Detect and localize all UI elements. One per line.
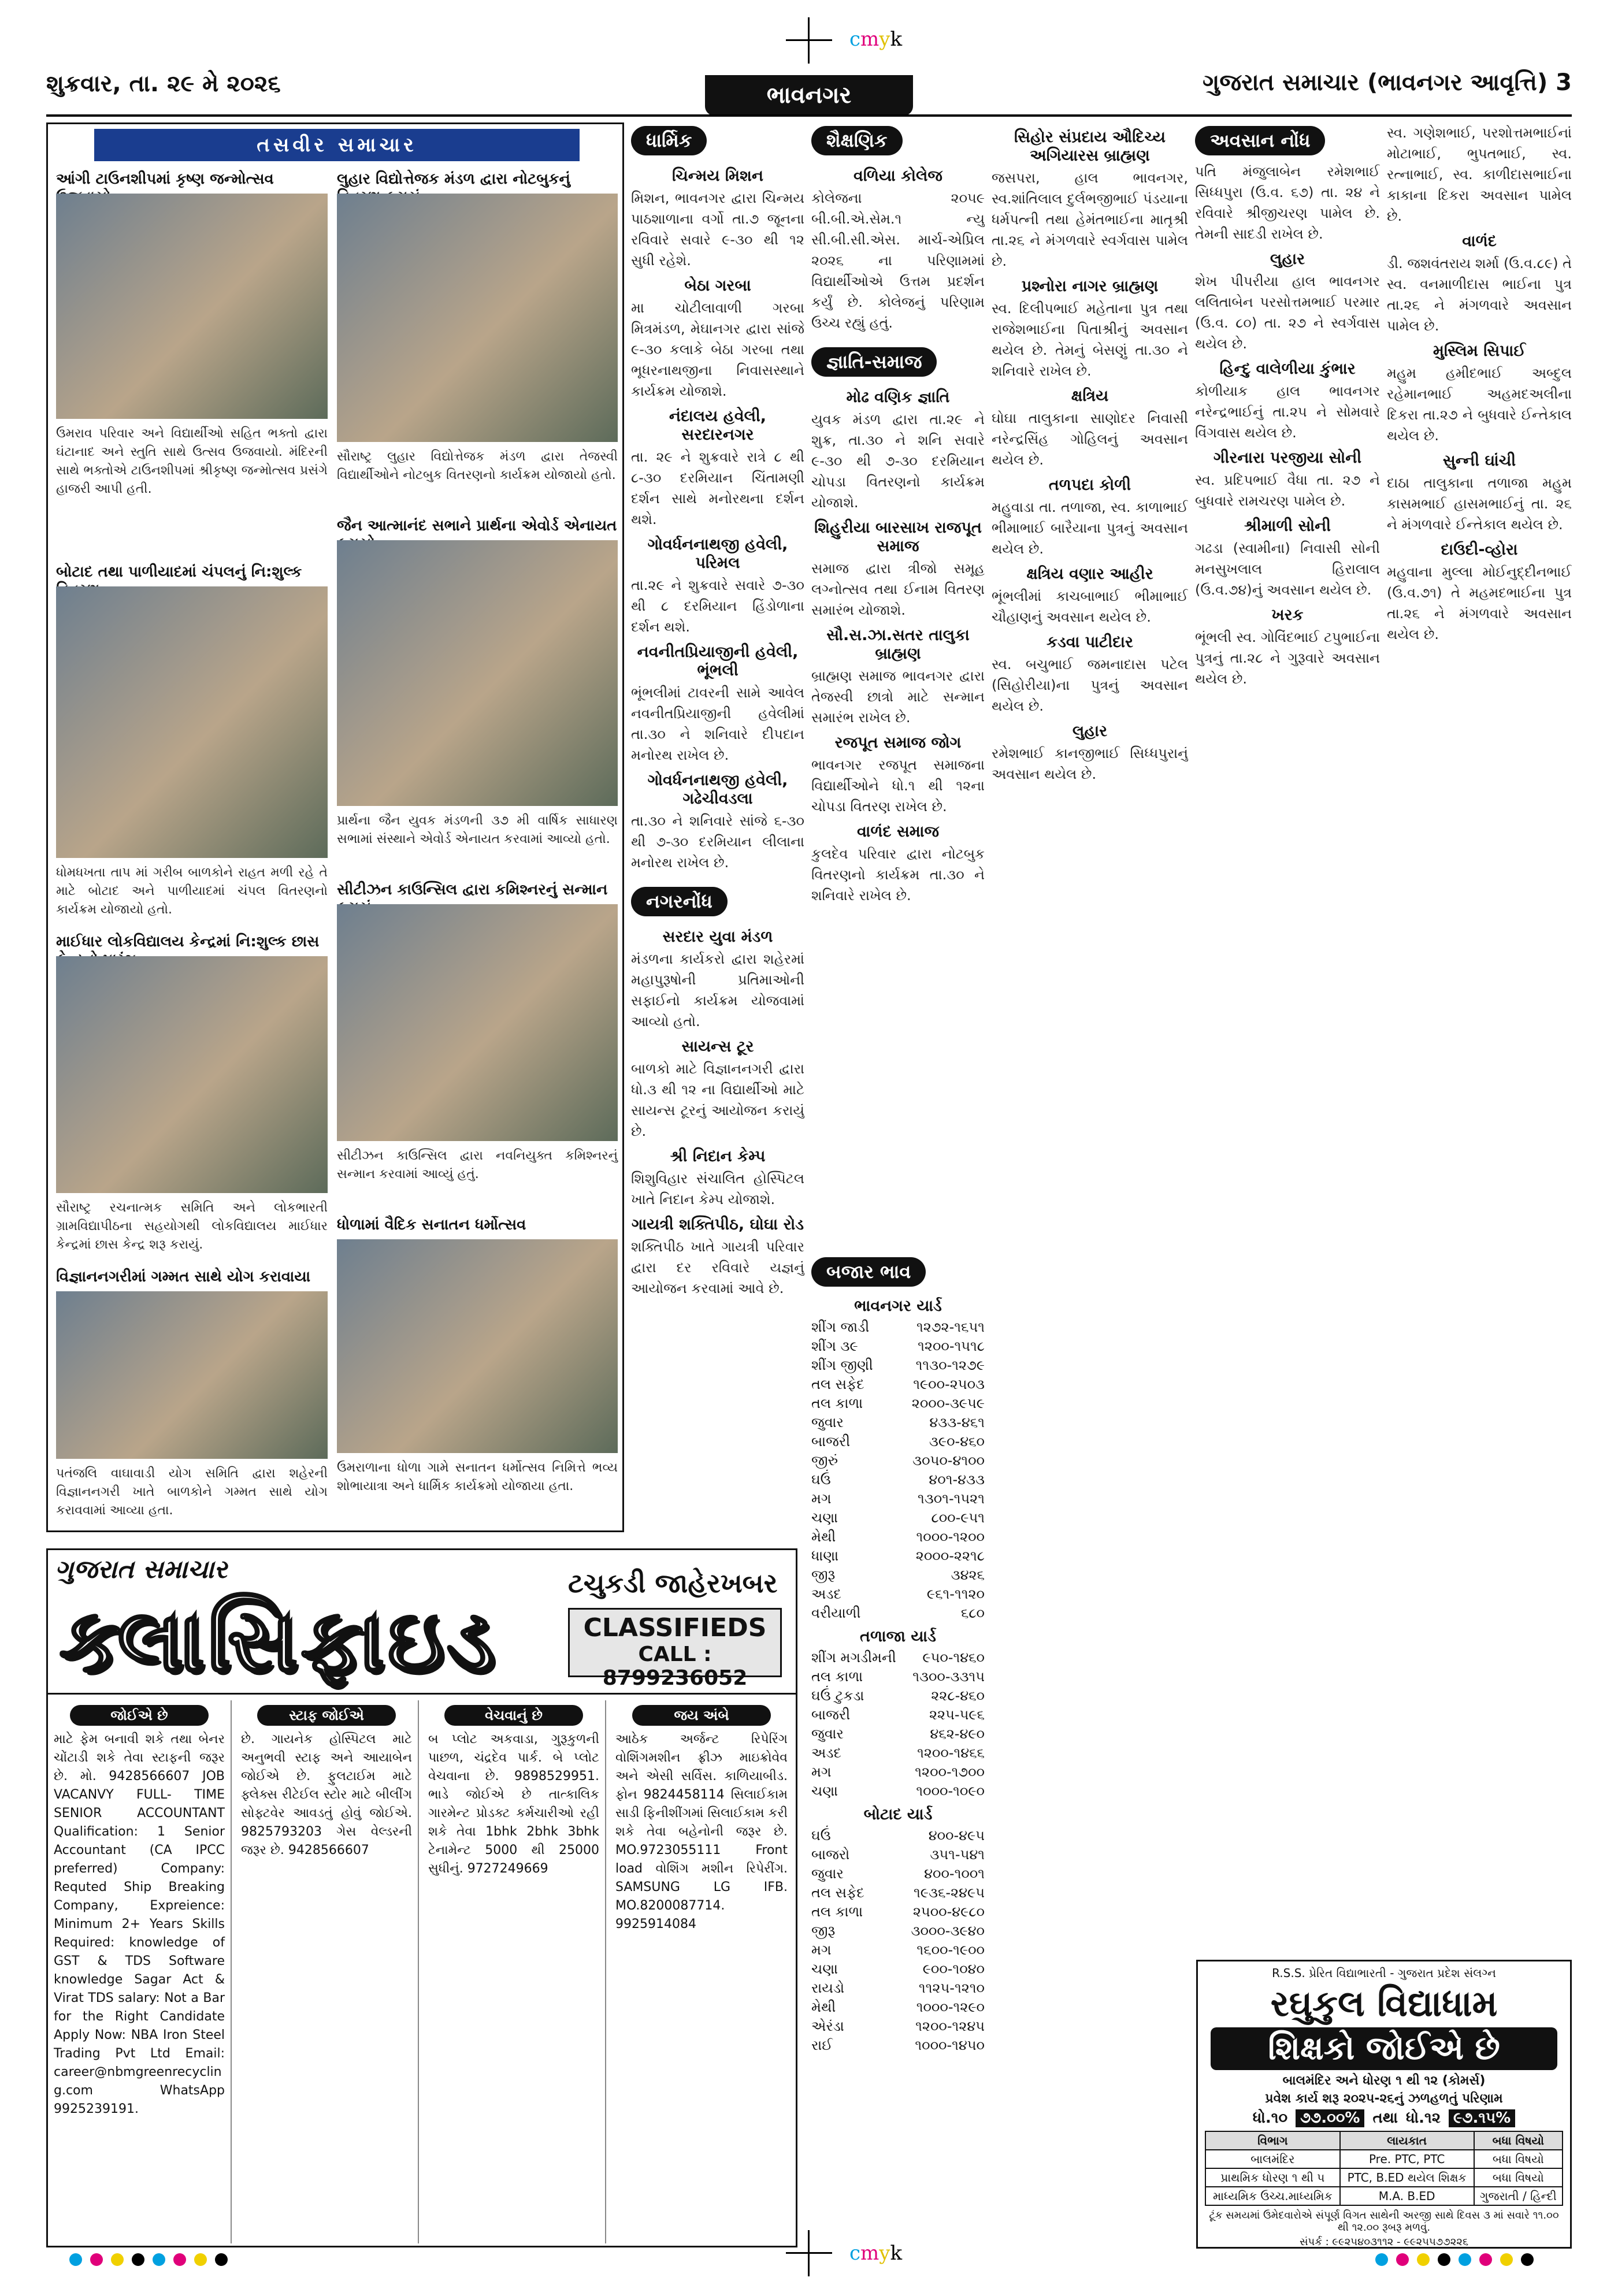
religious-tag: ધાર્મિક [631,126,707,155]
photo-title-3: જૈન આત્માનંદ સભાને પ્રાર્થના એવોર્ડ એનાયત [337,517,618,553]
commodity-price: ૪૦૦-૧૦૦૧ [924,1866,985,1882]
commodity-name: ઘઉં ટુકડા [811,1688,864,1704]
religious-text-2: મા ચોટીલાવાળી ગરબા મિત્રમંડળ, મેઘાનગર દ્વારા સાંજે ૯-૩૦ કલાકે બેઠા ગરબા તથા ભૂધરનાથજીના નિવાસસ્થાને કાર્યક્રમ યોજાશે. [631,300,804,399]
commodity-name: શીંગ મગડીમની [811,1649,896,1666]
classified-text-4: આઠેક અર્જન્ટ રિપેરિંગ વોશિંગમશીન ફ્રીઝ માઇક્રોવેવ અને એસી સર્વિસ. કાળિયાબીડ. ફોન 9824458114 સિલાઈકામ સાડી ફિનીશીંગમાં સિલાઈકામ કરી શકે તેવા બહેનોની જરૂર છે. MO.9723055111 Front load વોશિંગ મશીન રિપેરીંગ. SAMSUNG LG IFB. MO.8200087714. 9925914084 [615,1732,788,1931]
photo-chhas-kendra [56,956,328,1193]
market-row [811,1528,985,1547]
commodity-name: તલ સફેદ [811,1885,864,1901]
commodity-name: મગ [811,1764,832,1780]
photo-title-8: વિજ્ઞાનનગરીમાં ગમ્મત સાથે યોગ કરાવાયા [56,1268,328,1286]
commodity-name: ઘઉં [811,1827,831,1844]
school-name: રઘુકુલ વિદ્યાધામ [1270,1982,1498,2024]
market-row [811,1922,985,1941]
religious-text-3: તા. ૨૯ ને શુક્રવારે રાત્રે ૮ થી ૮-૩૦ દરમિયાન ચિંતામણી દર્શન સાથે મનોરથના દર્શન થશે. [631,449,804,527]
photo-caption-1: ઉમરાવ પરિવાર અને વિદ્યાર્થીઓ સહિત ભક્તો દ્વારા ઘંટાનાદ અને સ્તુતિ સાથે ઉત્સવ ઉજવાયો. મંદિરની સાથે ભક્તોએ ટાઉનશીપમાં શ્રીકૃષ્ણ જન્મોત્સવ પ્રસંગે હાજરી આપી હતી. [56,426,328,496]
commodity-name: જીરું [811,1452,838,1469]
religious-head-5: નવનીતપ્રિયાજીની હવેલી, ભૂંભલી [637,643,799,679]
fr-head-5: દાઉદી-વ્હોરા [1441,541,1518,559]
classified-text-3: બ પ્લોટ અકવાડા, ગુરૂકુળની પાછળ, ચંદ્રદેવ પાર્ક. બે પ્લોટ વેચવાના છે. 9898529951. ભાડે જોઈએ છે તાત્કાલિક ગારમેન્ટ પ્રોડક્ટ કર્મચારીઓ રહી શકે તેવા 1bhk 2bhk 3bhk ટેનામેન્ટ 5000 થી 25000 સુધીનું. 9727249669 [428,1732,599,1876]
commodity-name: એરંડા [811,2018,844,2034]
table-cell: બધા વિષયો [1474,2150,1563,2168]
market-row [811,1782,985,1801]
photo-yoga [56,1291,328,1459]
commodity-price: ૨૨૫-૫૯૬ [929,1707,985,1723]
commodity-price: ૩૪૨૬ [951,1567,985,1583]
commodity-price: ૧૩૦૦-૩૩૧૫ [912,1669,985,1685]
obituary-text-3: કોળીયાક હાલ ભાવનગર નરેન્દ્રભાઈનું તા.૨૫ ને સોમવારે વિંગવાસ થયેલ છે. [1195,383,1380,441]
market-column [811,1254,985,2247]
city-notes-head-4: ગાયત્રી શક્તિપીઠ, ઘોઘા રોડ [631,1216,804,1234]
commodity-name: જુવાર [811,1866,844,1882]
religious-head-6: ગોવર્ધનનાથજી હવેલી, ગઢેચીવડલા [647,771,788,808]
obituary-head-5: શ્રીમાળી સોની [1244,517,1331,535]
community-text-2: સમાજ દ્વારા ત્રીજો સમૂહ લગ્નોત્સવ તથા ઈનામ વિતરણ સમારંભ યોજાશે. [811,560,985,618]
commodity-name: ધાણા [811,1548,839,1564]
market-row [811,1648,985,1667]
commodity-name: ચણા [811,1961,838,1977]
commodity-name: રાઈ [811,2037,833,2053]
photo-title-5: સીટીઝન કાઉન્સિલ દ્વારા કમિશ્નરનું સન્માન [337,881,618,917]
classified-cat-4: જય અંબે [632,1705,771,1726]
school-advertisement [1196,1960,1572,2249]
commodity-price: ૧૦૦૦-૧૨૯૦ [916,1999,985,2015]
city-notes-text-3: શિશુવિહાર સંચાલિત હોસ્પિટલ ખાતે નિદાન કેમ્પ યોજાશે. [631,1171,804,1208]
table-cell: ગુજરાતી / હિન્દી [1474,2187,1563,2205]
community-head-4: રજપૂત સમાજ જોગ [834,734,962,752]
table-header-cell: બધા વિષયો [1474,2131,1563,2150]
photo-news-block [46,122,624,1532]
market-yard-name: તળાજા યાર્ડ [860,1628,936,1645]
photo-citizen-council [337,904,618,1141]
market-row [811,1566,985,1585]
religious-text-4: તા.૨૯ ને શુક્રવારે સવારે ૭-૩૦ થી ૮ દરમિયાન હિંડોળાના દર્શન થશે. [631,577,804,635]
market-row [811,1686,985,1706]
commodity-price: ૨૦૦૦-૨૨૧૮ [915,1548,985,1564]
gcol-text-5: ભૂંભલીમાં કાચબાભાઈ ભીમાભાઈ ચૌહાણનું અવસાન થયેલ છે. [992,588,1188,625]
fr-head-4: સુન્ની ઘાંચી [1442,452,1516,470]
classified-col-3 [422,1700,606,2243]
classified-call: CALL : 8799236052 [602,1643,748,1690]
classified-tagline: ટચુકડી જાહેરખબર [568,1567,778,1599]
commodity-price: ૩૦૫૦-૪૧૦૦ [912,1452,985,1469]
photo-caption-5: સીટીઝન કાઉન્સિલ દ્વારા નવનિયુક્ત કમિશ્નરનું સન્માન કરવામાં આવ્યું હતું. [337,1149,618,1182]
community-head-1: મોઢ વણિક જ્ઞાતિ [846,388,950,406]
commodity-name: તલ કાળા [811,1395,863,1411]
obituary-head-2: લુહાર [1270,250,1305,268]
fr-head-3: મુસ્લિમ સિપાઈ [1433,342,1526,360]
commodity-name: શીંગ જીણી [811,1357,873,1373]
commodity-price: ૯૦૦-૧૦૪૦ [922,1961,985,1977]
commodity-name: જીરૂ [811,1567,836,1583]
community-head-3: સૌ.સ.ઝા.સતર તાલુકા બ્રાહ્મણ [826,626,970,663]
commodity-name: શીંગ જાડી [811,1319,870,1335]
classified-block [46,1548,797,2247]
community-head-5: વાળંદ સમાજ [856,823,940,841]
commodity-name: તલ સફેદ [811,1376,864,1392]
gcol-head-2: પ્રશ્નોરા નાગર બ્રાહ્મણ [1021,277,1159,295]
religious-head-4: ગોવર્ધનનાથજી હવેલી, પરિમલ [647,536,788,572]
market-row [811,1744,985,1763]
classified-text-2: છે. ગાયનેક હોસ્પિટલ માટે અનુભવી સ્ટાફ અને આયાબેન જોઈએ છે. ફુલટાઈમ માટે ફ્લેક્સ રીટેઈલ સ્ટોર માટે બીલીંગ સોફ્ટવેર આવડતું હોવું જોઈએ. 9825793203 ગેસ વેલ્ડરની જરૂર છે. 9428566607 [241,1732,412,1857]
commodity-price: ૩૫૧-૫૪૧ [930,1847,985,1863]
school-note: ટૂંક સમયમાં ઉમેદવારોએ સંપૂર્ણ વિગત સાથેની અરજી સાથે દિવસ ૩ માં સવારે ૧૧.૦૦ થી ૧૨.૦૦ રૂબરૂ મળવું. [1209,2209,1559,2234]
market-row [811,1706,985,1725]
commodity-price: ૧૦૦૦-૧૪૫૦ [915,2037,985,2053]
commodity-name: મગ [811,1491,832,1507]
gcol-text-4: મહુવાડા તા. તળાજા, સ્વ. કાળાભાઈ ભીમાભાઈ બારૈયાના પુત્રનું અવસાન થયેલ છે. [992,499,1188,557]
cmyk-label-top: cmyk [849,28,903,51]
city-notes-head-2: સાયન્સ ટૂર [681,1038,754,1056]
classified-col-1 [48,1700,232,2243]
community-text-1: યુવક મંડળ દ્વારા તા.૨૯ ને શુક્ર, તા.૩૦ ને શનિ સવારે ૯-૩૦ થી ૭-૩૦ દરમિયાન ચોપડા વિતરણનો કાર્યક્રમ યોજાશે. [811,411,985,511]
photo-chappal-vitaran [56,586,328,858]
commodity-price: ૪૦૧-૪૩૩ [929,1472,985,1488]
commodity-price: ૧૨૦૦-૧૪૬૬ [917,1745,985,1761]
commodity-name: ઘઉં [811,1472,831,1488]
religious-text-5: ભૂંભલીમાં ટાવરની સામે આવેલ નવનીતપ્રિયાજીની હવેલીમાં તા.૩૦ ને શનિવારે દીપદાન મનોરથ રાખેલ છે. [631,685,804,763]
obituary-head-3: હિન્દુ વાલેળીયા કુંભાર [1219,360,1356,378]
page-header [46,64,1572,110]
market-row [811,1547,985,1566]
photo-caption-7: ઉમરાળાના ધોળા ગામે સનાતન ધર્મોત્સવ નિમિત્તે ભવ્ય શોભાયાત્રા અને ધાર્મિક કાર્યક્રમો યોજાયા હતા. [337,1461,618,1493]
commodity-price: ૧૯૦૦-૨૫૦૩ [913,1376,985,1392]
color-dots-right [1375,2253,1534,2266]
obituary-text-4: સ્વ. પ્રદિપભાઈ વૈધા તા. ૨૭ ને બુધવારે રામચરણ પામેલ છે. [1195,472,1380,509]
commodity-name: વરીયાળી [811,1605,861,1621]
classified-title: ક્લાસિફાઇડ [60,1591,498,1691]
market-tag: બજાર ભાવ [811,1257,926,1287]
market-row [811,1998,985,2017]
market-row [811,1903,985,1922]
classified-col-2 [235,1700,419,2243]
community-obituary-column [992,122,1188,2249]
commodity-price: ૧૧૩૦-૧૨૭૯ [915,1357,985,1373]
religious-head-3: નંદાલય હવેલી, સરદારનગર [669,407,767,444]
commodity-price: ૧૧૨૫-૧૨૧૦ [918,1980,985,1996]
table-cell: પ્રાથમિક ધોરણ ૧ થી ૫ [1205,2168,1340,2187]
city-notes-tag: નગરનોંધ [631,887,728,916]
obituary-text-1: પતિ મંજુલાબેન રમેશભાઈ સિધ્ધપુરા (ઉ.વ. ૬૭) તા. ૨૪ ને રવિવારે શ્રીજીચરણ પામેલ છે. તેમની સાદડી રાખેલ છે. [1195,164,1380,242]
commodity-price: ૧૨૦૦-૧૫૧૮ [918,1338,985,1354]
photo-sanatan-dharmotsav [337,1239,618,1453]
fr-head-2: વાળંદ [1462,232,1497,250]
city-notes-text-2: બાળકો માટે વિજ્ઞાનનગરી દ્વારા ધો.૩ થી ૧૨ ના વિદ્યાર્થીઓ માટે સાયન્સ ટૂરનું આયોજન કરાયું છે. [631,1061,804,1139]
commodity-price: ૨૨૮-૪૬૦ [931,1688,985,1704]
fr-text-1: સ્વ. ગણેશભાઈ, પરશોત્તમભાઈનાં મોટાભાઈ, ભુપતભાઈ, સ્વ. રત્નાભાઈ, સ્વ. કાળીદાસભાઈના કાકાના દિકરા અવસાન પામેલ છે. [1387,125,1572,224]
market-row [811,1375,985,1394]
table-cell: બાલમંદિર [1205,2150,1340,2168]
school-vacancy-table [1205,2131,1563,2206]
commodity-name: અડદ [811,1586,841,1602]
commodity-price: ૪૩૩-૪૬૧ [929,1414,985,1431]
gcol-head-6: કડવા પાટીદાર [1046,633,1133,651]
photo-notebook-vitaran [337,194,618,442]
commodity-price: ૧૨૦૦-૧૨૪૫ [915,2018,985,2034]
market-yard-name: ભાવનગર યાર્ડ [854,1297,942,1315]
photo-caption-4: ધોમધખતા તાપ માં ગરીબ બાળકોને રાહત મળી રહે તે માટે બોટાદ અને પાળીયાદમાં ચંપલ વિતરણનો કાર્યક્રમ યોજાયો હતો. [56,865,328,917]
market-row [811,1960,985,1979]
obituary-text-6: ભૂંભલી સ્વ. ગોવિંદભાઈ ટપુભાઈના પુત્રનું તા.૨૮ ને ગુરૂવારે અવસાન થયેલ છે. [1195,629,1380,687]
market-row [811,1413,985,1432]
commodity-name: જુવાર [811,1726,844,1742]
classified-header [48,1550,796,1695]
market-row [811,1979,985,1998]
market-row [811,1451,985,1470]
market-row [811,1845,985,1864]
education-text: કોલેજના ૨૦૫૯ બી.બી.એ.સેમ.૧ ન્યુ સી.બી.સી.એસ. માર્ચ-એપ્રિલ ૨૦૨૬ ના પરિણામમાં વિદ્યાર્થીઓએ ઉત્તમ પ્રદર્શન કર્યું છે. કોલેજનું પરિણામ ઉચ્ચ રહ્યું હતું. [811,190,985,331]
gcol-head-4: તળપદા કોળી [1048,476,1131,494]
classified-en: CLASSIFIEDS [583,1613,767,1643]
gcol-text-7: રમેશભાઈ કાનજીભાઈ સિધ્ધપુરાનું અવસાન થયેલ છે. [992,745,1188,782]
market-row [811,1667,985,1686]
result-10-value: ૭૭.૦૦% [1296,2109,1364,2127]
market-row [811,1585,985,1604]
market-row [811,1763,985,1782]
header-rule [46,114,1572,117]
commodity-price: ૧૨૭૨-૧૬૫૧ [916,1319,985,1335]
photo-caption-2: સૌરાષ્ટ્ર લુહાર વિદ્યોત્તેજક મંડળ દ્વારા તેજસ્વી વિદ્યાર્થીઓને નોટબુક વિતરણનો કાર્યક્રમ યોજાયો હતો. [337,449,618,482]
gcol-head-7: લુહાર [1072,722,1108,740]
market-row [811,1337,985,1356]
table-row [1205,2168,1563,2187]
table-cell: PTC, B.ED થયેલ શિક્ષક [1340,2168,1474,2187]
commodity-price: ૧૬૦૦-૧૯૦૦ [916,1942,985,1958]
market-row [811,1941,985,1960]
commodity-name: બાજરો [811,1847,850,1863]
commodity-name: ચણા [811,1510,838,1526]
gcol-head-1: સિહોર સંપ્રદાય ઔદિચ્ય અગિયારસ બ્રાહ્મણ [1014,128,1166,165]
commodity-name: ચણા [811,1783,838,1799]
market-row [811,1826,985,1845]
school-results [1198,2109,1570,2127]
result-12-value: ૯૭.૧૫% [1449,2109,1515,2127]
religious-head-1: ચિન્મય મિશન [672,167,763,185]
commodity-name: તલ કાળા [811,1904,863,1920]
commodity-price: ૨૫૦૦-૪૯૮૦ [912,1904,985,1920]
community-text-3: બ્રાહ્મણ સમાજ ભાવનગર દ્વારા તેજસ્વી છાત્રો માટે સન્માન સમારંભ રાખેલ છે. [811,668,985,726]
table-header-cell: વિભાગ [1205,2131,1340,2150]
commodity-name: શીંગ ૩૯ [811,1338,858,1354]
market-row [811,1470,985,1489]
commodity-name: જુવાર [811,1414,844,1431]
market-row [811,1318,985,1337]
commodity-price: ૩૦૦૦-૩૯૪૦ [911,1923,985,1939]
market-row [811,1604,985,1623]
photo-krishna-utsav [56,194,328,419]
classified-text-1: માટે ફેમ બનાવી શકે તથા બેનર ચોંટાડી શકે તેવા સ્ટાફની જરૂર છે. મો. 9428566607 JOB VACANVY FULL- TIME SENIOR ACCOUNTANT Qualification: 1 Senior Accountant (CA IPCC preferred) Company: Requted Ship Breaking Company, Expreience: Minimum 2+ Years Skills Required: knowledge of GST & TDS Software knowledge Sagar Act & Virat TDS salary: Not a Bar for the Right Candidate Apply Now: NBA Iron Steel Trading Pvt Ltd Email: career@nbmgreenrecyclin g.com WhatsApp 9925239191. [54,1732,225,2116]
far-right-column [1387,122,1572,1948]
commodity-name: બાજરી [811,1707,851,1723]
photo-title-7: ધોળામાં વૈદિક સનાતન ધર્મોત્સવ [337,1216,618,1234]
commodity-price: ૧૩૦૧-૧૫૨૧ [918,1491,985,1507]
market-row [811,2036,985,2055]
fr-text-2: ડી. જશવંતરાય શર્મા (ઉ.વ.૮૯) તે સ્વ. વનમાળીદાસ ભાઈના પુત્ર તા.૨૬ ને મંગળવારે અવસાન પામેલ છે. [1387,255,1572,334]
commodity-name: તલ કાળા [811,1669,863,1685]
market-row [811,2017,985,2036]
photo-caption-6: સૌરાષ્ટ્ર રચનાત્મક સમિતિ અને લોકભારતી ગ્રામવિદ્યાપીઠના સહયોગથી લોકવિદ્યાલય માઈધાર કેન્દ્રમાં છાસ કેન્દ્ર શરૂ કરાયું. [56,1201,328,1252]
market-row [811,1725,985,1744]
result-12-label: ધો.૧૨ [1406,2109,1441,2127]
section-title: ભાવનગર [705,75,913,116]
photo-jain-award [337,540,618,806]
commodity-name: મેથી [811,1529,836,1545]
photo-caption-8: પતંજલિ વાઘાવાડી યોગ સમિતિ દ્વારા શહેરની વિજ્ઞાનનગરી ખાતે બાળકોને ગમ્મત સાથે યોગ કરાવવામાં આવ્યા હતા. [56,1466,328,1518]
result-10-label: ધો.૧૦ [1252,2109,1288,2127]
market-list [811,1297,985,2055]
fr-text-4: દાઠા તાલુકાના તળાજા મહુમ કાસમભાઈ હાસમભાઈનું તા. ૨૬ ને મંગળવારે ઈન્તેકાલ થયેલ છે. [1387,475,1572,533]
commodity-price: ૪૬૨-૪૯૦ [930,1726,985,1742]
religious-head-2: બેઠા ગરબા [684,277,751,295]
gcol-text-6: સ્વ. બચુભાઈ જમનાદાસ પટેલ (સિહોરીયા)ના પુત્રનું અવસાન થયેલ છે. [992,656,1188,714]
market-row [811,1883,985,1903]
commodity-name: જીરૂ [811,1923,836,1939]
gcol-text-2: સ્વ. દિલીપભાઈ મહેતાના પુત્ર તથા રાજેશભાઈના પિતાશ્રીનું અવસાન થયેલ છે. તેમનું બેસણું તા.૩૦ ને શનિવારે રાખેલ છે. [992,300,1188,379]
gcol-head-3: ક્ષત્રિય [1071,387,1109,405]
gcol-text-3: ઘોઘા તાલુકાના સાણોદર નિવાસી નરેન્દ્રસિંહ ગોહિલનું અવસાન થયેલ છે. [992,410,1188,468]
city-notes-text-4: શક્તિપીઠ ખાતે ગાયત્રી પરિવાર દ્વારા દર રવિવારે યજ્ઞનું આયોજન કરવામાં આવે છે. [631,1239,804,1296]
obituary-head-6: ખરક [1271,606,1304,624]
obituary-text-5: ગઢડા (સ્વામીના) નિવાસી સોની મનસુખલાલ હિરાલાલ (ઉ.વ.૭૪)નું અવસાન થયેલ છે. [1195,540,1380,598]
market-yard-name: બોટાદ યાર્ડ [863,1805,933,1823]
commodity-name: રાયડો [811,1980,845,1996]
school-classes: બાલમંદિર અને ધોરણ ૧ થી ૧૨ (કોમર્સ) [1282,2074,1486,2088]
education-tag: શૈક્ષણિક [811,126,903,155]
commodity-price: ૨૦૦૦-૩૯૫૯ [911,1395,985,1411]
city-notes-text-1: મંડળના કાર્યકરો દ્વારા શહેરમાં મહાપુરૂષોની પ્રતિમાઓની સફાઈનો કાર્યક્રમ યોજવામાં આવ્યો હતો. [631,951,804,1030]
city-notes-head-1: સરદાર યુવા મંડળ [662,928,773,946]
commodity-name: બાજરી [811,1433,851,1450]
edition-label: ગુજરાત સમાચાર (ભાવનગર આવૃત્તિ) 3 [1203,69,1572,96]
table-row [1205,2150,1563,2168]
photo-caption-3: પ્રાર્થના જૈન યુવક મંડળની ૩૭ મી વાર્ષિક સાધારણ સભામાં સંસ્થાને એવોર્ડ એનાયત કરવામાં આવ્યો હતો. [337,813,618,846]
crop-mark-top [786,17,832,64]
classified-cat-2: સ્ટાફ જોઈએ [257,1705,396,1726]
community-text-4: ભાવનગર રજપૂત સમાજના વિદ્યાર્થીઓને ધો.૧ થી ૧૨ના ચોપડા વિતરણ રાખેલ છે. [811,757,985,815]
community-tag: જ્ઞાતિ-સમાજ [811,347,937,377]
market-row [811,1864,985,1883]
photo-news-banner: તસવીર સમાચાર [94,129,580,161]
school-affiliation: R.S.S. પ્રેરિત વિદ્યાભારતી - ગુજરાત પ્રદેશ સંલગ્ન [1272,1966,1496,1980]
commodity-price: ૧૨૦૦-૧૭૦૦ [915,1764,985,1780]
photo-title-2: લુહાર વિદ્યોત્તેજક મંડળ દ્વારા નોટબુકનું [337,170,618,206]
commodity-price: ૩૯૦-૪૬૦ [929,1433,985,1450]
commodity-name: અડદ [811,1745,841,1761]
commodity-price: ૮૦૦-૯૫૧ [931,1510,985,1526]
table-cell: M.A. B.ED [1340,2187,1474,2205]
market-row [811,1432,985,1451]
result-sep: તથા [1372,2109,1398,2127]
table-cell: બધા વિષયો [1474,2168,1563,2187]
commodity-price: ૯૬૧-૧૧૨૦ [926,1586,985,1602]
religious-column [631,122,804,1532]
fr-text-5: મહુવાના મુલ્લા મોઈનુદ્દીનભાઈ (ઉ.વ.૭૧) તે મહમદભાઈના પુત્ર તા.૨૬ ને મંગળવારે અવસાન થયેલ છે. [1387,564,1572,642]
commodity-name: મગ [811,1942,832,1958]
photo-title-4: બોટાદ તથા પાળીયાદમાં ચંપલનું નિ:શુલ્ક [56,563,328,599]
classified-brand: ગુજરાત સમાચાર [55,1555,227,1584]
commodity-price: ૯૫૦-૧૪૬૦ [922,1649,985,1666]
obituary-text-2: શેખ પીપરીયા હાલ ભાવનગર લલિતાબેન પરસોત્તમભાઈ પરમાર (ઉ.વ. ૮૦) તા. ૨૭ ને સ્વર્ગવાસ થયેલ છે. [1195,273,1380,352]
community-text-5: કુલદેવ પરિવાર દ્વારા નોટબુક વિતરણનો કાર્યક્રમ તા.૩૦ ને શનિવારે રાખેલ છે. [811,846,985,904]
classified-col-4 [610,1700,793,2243]
photo-title-6: માઈધાર લોકવિદ્યાલય કેન્દ્રમાં નિ:શુલ્ક છાસ [56,933,328,969]
market-row [811,1394,985,1413]
commodity-price: ૧૯૩૬-૨૪૯૫ [914,1885,985,1901]
commodity-price: ૧૦૦૦-૧૨૦૦ [916,1529,985,1545]
market-row [811,1489,985,1509]
obituary-column [1195,122,1380,1948]
commodity-price: ૪૦૦-૪૯૫ [928,1827,985,1844]
table-cell: માધ્યમિક ઉચ્ચ.માધ્યમિક [1205,2187,1340,2205]
religious-text-1: મિશન, ભાવનગર દ્વારા ચિન્મય પાઠશાળાના વર્ગો તા.૭ જૂનના રવિવારે સવારે ૯-૩૦ થી ૧૨ સુધી રહેશે. [631,190,804,269]
photo-title-1: આંગી ટાઉનશીપમાં કૃષ્ણ જન્મોત્સવ [56,170,328,206]
issue-date: શુક્રવાર, તા. ૨૯ મે ૨૦૨૬ [46,70,281,97]
school-result-label: પ્રવેશ કાર્ય શરૂ ૨૦૨૫-૨૬નું ઝળહળતું પરિણામ [1265,2091,1503,2106]
market-row [811,1356,985,1375]
education-head: વળિયા કોલેજ [853,167,942,185]
religious-text-6: તા.૩૦ ને શનિવારે સાંજે ૬-૩૦ થી ૭-૩૦ દરમિયાન લીલાના મનોરથ રાખેલ છે. [631,813,804,871]
classified-cat-3: વેચવાનું છે [444,1705,583,1726]
obituary-tag: અવસાન નોંધ [1195,126,1325,155]
gcol-head-5: ક્ષત્રિય વણાર આહીર [1026,565,1153,583]
commodity-price: ૬૮૦ [960,1605,985,1621]
school-contact: સંપર્ક : ૯૯૨૫૪૦૩૧૧૨ - ૯૯૨૫૫૭૭૨૨૬ [1299,2236,1469,2248]
table-header-cell: લાયકાત [1340,2131,1474,2150]
color-dots-left [69,2253,228,2266]
teachers-wanted: શિક્ષકો જોઈએ છે [1211,2027,1557,2070]
education-column [811,122,985,1220]
fr-text-3: મહુમ હમીદભાઈ અબ્દુલ રહેમાનભાઈ અહમદઅલીના દિકરા તા.૨૭ ને બુધવારે ઈન્તેકાલ થયેલ છે. [1387,365,1572,444]
table-row [1205,2187,1563,2205]
table-cell: Pre. PTC, PTC [1340,2150,1474,2168]
commodity-name: મેથી [811,1999,836,2015]
city-notes-head-3: શ્રી નિદાન કેમ્પ [670,1147,766,1165]
classified-contact-box [568,1608,782,1690]
commodity-price: ૧૦૦૦-૧૦૯૦ [916,1783,985,1799]
market-row [811,1509,985,1528]
classified-cat-1: જોઈએ છે [70,1705,209,1726]
obituary-head-4: ગીરનારા પરજીયા સોની [1213,449,1362,467]
gcol-text-1: જસપરા, હાલ ભાવનગર, સ્વ.શાંતિલાલ દુર્લભજીભાઈ પંડયાના ધર્મપત્ની તથા હેમંતભાઈના માતૃશ્રી તા.૨૬ ને મંગળવારે સ્વર્ગવાસ પામેલ છે. [992,170,1188,269]
cmyk-label-bottom: cmyk [849,2242,903,2265]
community-head-2: શિહુરીયા બારસાખ રાજપૂત સમાજ [814,519,982,555]
